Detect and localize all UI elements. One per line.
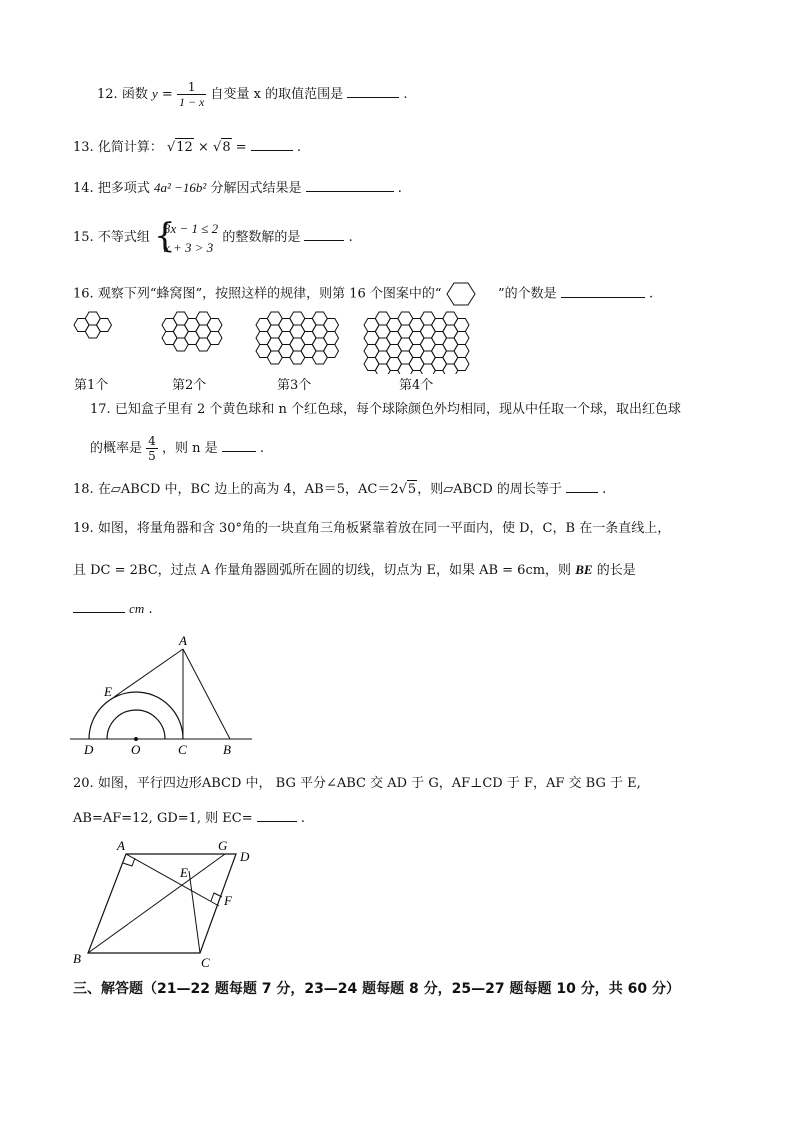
- radicand: 5: [407, 482, 417, 497]
- segment-BG: [88, 854, 225, 953]
- math-op: =: [161, 87, 173, 102]
- inequality: 3x − 1 ≤ 2: [163, 220, 219, 236]
- punctuation: .: [300, 811, 306, 826]
- pattern-label: 第4个: [399, 378, 434, 393]
- question-text: 且 DC = 2BC，过点 A 作量角器圆弧所在圆的切线，切点为 E，如果 AB = 6cm，则: [73, 563, 572, 578]
- answer-blank[interactable]: [251, 136, 293, 151]
- question-number: 19.: [73, 521, 94, 536]
- hexagon-cell: [324, 319, 339, 332]
- answer-blank[interactable]: [304, 226, 344, 241]
- question-text: 函数: [121, 87, 148, 102]
- fraction-denominator: 1 − x: [178, 95, 205, 109]
- punctuation: .: [259, 441, 264, 456]
- question-text: ，则 n 是: [161, 441, 218, 456]
- question-number: 16.: [73, 286, 94, 302]
- label-F: F: [224, 893, 232, 908]
- question-20: [73, 775, 641, 793]
- question-number: 13.: [73, 140, 94, 155]
- punctuation: .: [348, 230, 353, 245]
- question-number: 20.: [73, 776, 94, 791]
- hexagon-cell: [375, 364, 390, 374]
- question-number: 14.: [73, 181, 94, 196]
- question-19-line3: [73, 598, 153, 619]
- radicand: 12: [176, 140, 193, 155]
- sqrt-8: √8: [213, 140, 231, 155]
- hexagon-icon: [446, 282, 476, 306]
- question-text: 的长是: [596, 563, 636, 578]
- hexagon-cell: [454, 319, 469, 332]
- pattern-label: 第3个: [277, 378, 312, 393]
- question-text: 自变量 x 的取值范围是: [210, 87, 344, 102]
- punctuation: .: [296, 140, 302, 155]
- label-A: A: [117, 838, 125, 853]
- hexagon-cell: [443, 364, 458, 374]
- question-19: [73, 520, 670, 538]
- answer-blank[interactable]: [347, 83, 399, 98]
- punctuation: .: [148, 602, 153, 617]
- label-A: A: [179, 633, 187, 648]
- question-text: 如图，将量角器和含 30°角的一块直角三角板紧靠着放在同一平面内，使 D，C，B 在一条直线上，: [97, 521, 671, 536]
- protractor-triangle-figure: [70, 630, 260, 756]
- answer-blank[interactable]: [257, 807, 297, 822]
- label-D: D: [84, 742, 94, 756]
- hexagon-cell: [207, 332, 222, 345]
- fraction-numerator: 4: [148, 434, 156, 448]
- inner-arc: [107, 710, 165, 739]
- inequality: x + 3 > 3: [163, 239, 214, 255]
- math-expression: 4a² −16b²: [153, 180, 207, 195]
- question-text: 不等式组: [97, 230, 150, 245]
- question-14: [73, 177, 402, 198]
- inequality-system: [153, 215, 219, 257]
- math-var: y: [151, 86, 158, 101]
- label-G: G: [218, 838, 228, 853]
- segment-EC: [189, 871, 200, 953]
- label-B: B: [223, 742, 231, 756]
- parallelogram-figure: [68, 833, 268, 973]
- hexagon-cell: [454, 332, 469, 345]
- punctuation: .: [648, 286, 654, 302]
- label-O: O: [131, 742, 141, 756]
- question-text: ，则▱ABCD 的周长等于: [417, 482, 562, 497]
- question-18: [73, 478, 606, 499]
- hexagon-cell: [454, 345, 469, 358]
- honeycomb-figures: [68, 308, 488, 374]
- question-number: 18.: [73, 482, 94, 497]
- right-angle-A: [123, 858, 135, 866]
- unit: cm: [129, 601, 145, 616]
- label-B: B: [73, 951, 81, 966]
- question-number: 12.: [97, 87, 118, 102]
- arc-label: BE: [575, 562, 593, 577]
- fraction: [177, 80, 206, 109]
- question-16: [73, 282, 653, 306]
- hexagon-cell: [324, 345, 339, 358]
- label-E: E: [180, 865, 188, 880]
- question-number: 17.: [90, 402, 111, 417]
- question-text: 的整数解的是: [222, 230, 301, 245]
- answer-blank[interactable]: [222, 437, 256, 452]
- radicand: 8: [222, 140, 231, 155]
- hexagon-cell: [420, 364, 435, 374]
- hexagon-cell: [398, 364, 413, 374]
- answer-blank[interactable]: [306, 177, 394, 192]
- label-E: E: [104, 684, 112, 699]
- segment-AF: [126, 854, 219, 906]
- math-coef: 2: [390, 482, 399, 497]
- segment-AB: [183, 649, 230, 739]
- answer-blank[interactable]: [73, 598, 125, 613]
- question-text: ”的个数是: [498, 286, 557, 302]
- question-17-line2: [90, 432, 264, 466]
- math-op: ×: [197, 140, 209, 155]
- answer-blank[interactable]: [561, 283, 645, 298]
- answer-blank[interactable]: [566, 478, 598, 493]
- question-text: AB=AF=12, GD=1, 则 EC=: [73, 811, 253, 826]
- question-text: 如图，平行四边形ABCD 中， BG 平分∠ABC 交 AD 于 G，AF⊥CD 于 F，AF 交 BG 于 E,: [97, 776, 641, 791]
- fraction-numerator: 1: [177, 80, 206, 95]
- hexagon-cell: [454, 358, 469, 371]
- question-text: 已知盒子里有 2 个黄色球和 n 个红色球，每个球除颜色外均相同，现从中任取一个球，取出红色球: [114, 402, 682, 417]
- math-op: =: [235, 140, 247, 155]
- section-heading: 三、解答题（21—22 题每题 7 分，23—24 题每题 8 分，25—27 题每题 10 分，共 60 分）: [73, 981, 680, 997]
- question-text: 的概率是: [90, 441, 143, 456]
- label-D: D: [240, 849, 250, 864]
- fraction-denominator: 5: [148, 449, 156, 463]
- question-text: 化简计算：: [97, 140, 163, 155]
- hexagon-cell: [207, 319, 222, 332]
- fraction: [146, 434, 158, 463]
- question-19-line2: [73, 561, 636, 580]
- question-text: 把多项式: [97, 181, 150, 196]
- brace: {: [153, 215, 176, 256]
- question-number: 15.: [73, 230, 94, 245]
- question-15: [73, 215, 353, 258]
- question-12: [97, 80, 408, 109]
- pattern-label: 第2个: [172, 378, 207, 393]
- pattern-label: 第1个: [74, 378, 109, 393]
- hexagon-cell: [324, 332, 339, 345]
- question-text: 分解因式结果是: [210, 181, 302, 196]
- question-text: 观察下列“蜂窝图”，按照这样的规律，则第 16 个图案中的“: [97, 286, 442, 302]
- question-13: [73, 136, 301, 157]
- outer-arc: [89, 692, 183, 739]
- sqrt-12: √12: [166, 140, 193, 155]
- tangent-AE: [114, 649, 183, 697]
- punctuation: .: [602, 482, 607, 497]
- hexagon-cell: [97, 319, 112, 332]
- question-text: 在▱ABCD 中，BC 边上的高为 4，AB＝5，AC＝: [97, 482, 391, 497]
- label-C: C: [201, 955, 210, 970]
- punctuation: .: [397, 181, 402, 196]
- question-20-line2: [73, 807, 305, 828]
- punctuation: .: [403, 87, 408, 102]
- question-17: [90, 401, 681, 419]
- sqrt-5: √5: [398, 482, 417, 497]
- center-point: [134, 737, 138, 741]
- label-C: C: [178, 742, 187, 756]
